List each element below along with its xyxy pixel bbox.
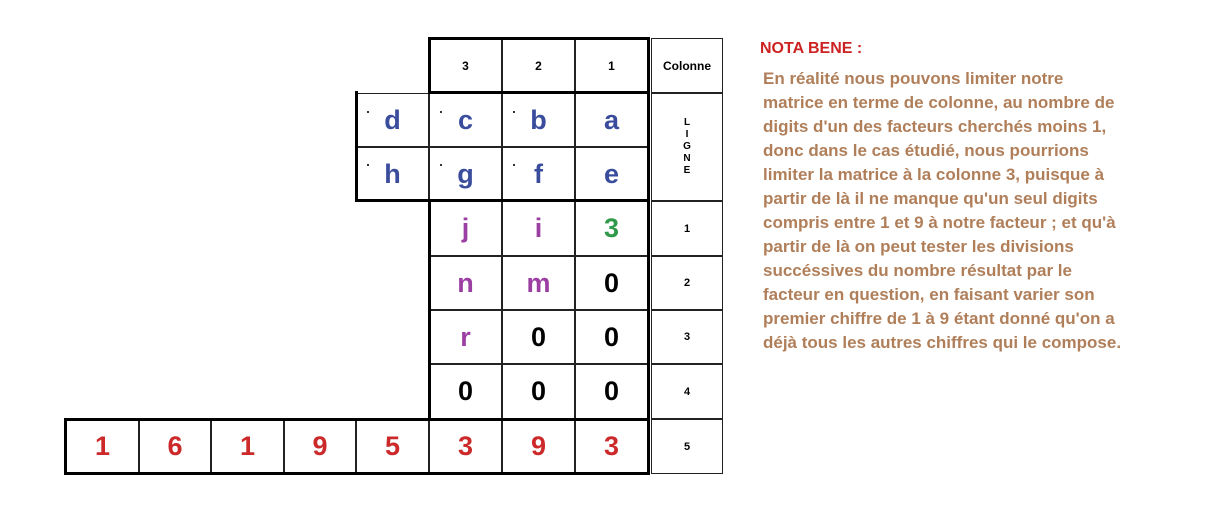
header-col-1: 1	[575, 38, 648, 93]
border-header-left	[428, 37, 431, 94]
dot-marker	[513, 111, 515, 113]
ligne-letter-e: E	[683, 165, 691, 176]
letter-a: a	[575, 93, 648, 147]
border-result-left	[64, 418, 67, 475]
partial-1-col2: i	[502, 201, 575, 256]
nota-bene-text: En réalité nous pouvons limiter notre matrice en terme de colonne, au nombre de digits d'un des facteurs cherchés moins 1, donc dans le cas étudié, nous pourrions limiter la matrice à la colonne 3, puisque à partir de là il ne manque qu'un seul digits compris entre 1 et 9 à notre facteur ; et qu'à partir de là on peut tester les divisions succéssives du nombre résultat par le facteur en question, en faisant varier son premier chiffre de 1 à 9 étant donné qu'on a déjà tous les autres chiffres qui le compose.	[763, 69, 1122, 352]
letter-g: g	[429, 147, 502, 201]
partial-4-col3: 0	[429, 364, 502, 419]
partial-2-col2: m	[502, 256, 575, 310]
border-letters-bottom	[355, 199, 650, 202]
ligne-letter-i: I	[685, 129, 689, 140]
border-letters-right	[647, 91, 650, 202]
letter-e: e	[575, 147, 648, 201]
border-partials-left	[428, 199, 431, 421]
dot-marker	[367, 164, 369, 166]
dot-marker	[440, 164, 442, 166]
result-digit-2: 6	[139, 419, 211, 474]
ligne-letter-n: N	[683, 153, 691, 164]
result-digit-4: 9	[284, 419, 356, 474]
ligne-label	[651, 93, 723, 201]
nota-bene-title: NOTA BENE :	[760, 40, 863, 57]
border-header-top	[428, 37, 650, 40]
row-number-1: 1	[651, 201, 723, 256]
border-letters-left	[355, 91, 358, 202]
ligne-letter-g: G	[683, 141, 691, 152]
dot-marker	[367, 111, 369, 113]
result-digit-6: 3	[429, 419, 502, 474]
row-number-4: 4	[651, 364, 723, 419]
result-digit-8: 3	[575, 419, 648, 474]
result-digit-5: 5	[356, 419, 429, 474]
letter-h: h	[356, 147, 429, 201]
result-digit-3: 1	[211, 419, 284, 474]
partial-1-col3: j	[429, 201, 502, 256]
result-digit-1: 1	[66, 419, 139, 474]
partial-1-col1: 3	[575, 201, 648, 256]
header-colonne: Colonne	[651, 38, 723, 93]
partial-3-col1: 0	[575, 310, 648, 364]
dot-marker	[513, 164, 515, 166]
border-partials-right	[647, 199, 650, 421]
dot-marker	[440, 111, 442, 113]
result-digit-7: 9	[502, 419, 575, 474]
header-col-3: 3	[429, 38, 502, 93]
header-col-2: 2	[502, 38, 575, 93]
partial-2-col3: n	[429, 256, 502, 310]
letter-c: c	[429, 93, 502, 147]
row-number-3: 3	[651, 310, 723, 364]
partial-4-col2: 0	[502, 364, 575, 419]
partial-3-col2: 0	[502, 310, 575, 364]
row-number-2: 2	[651, 256, 723, 310]
row-number-5: 5	[651, 419, 723, 474]
letter-b: b	[502, 93, 575, 147]
partial-4-col1: 0	[575, 364, 648, 419]
border-result-bottom	[64, 472, 650, 475]
border-header-right	[647, 37, 650, 94]
border-result-top	[64, 418, 650, 421]
ligne-letter-l: L	[683, 117, 691, 128]
partial-3-col3: r	[429, 310, 502, 364]
border-result-right	[647, 418, 650, 475]
partial-2-col1: 0	[575, 256, 648, 310]
letter-f: f	[502, 147, 575, 201]
letter-d: d	[356, 93, 429, 147]
border-header-bottom	[428, 91, 650, 94]
